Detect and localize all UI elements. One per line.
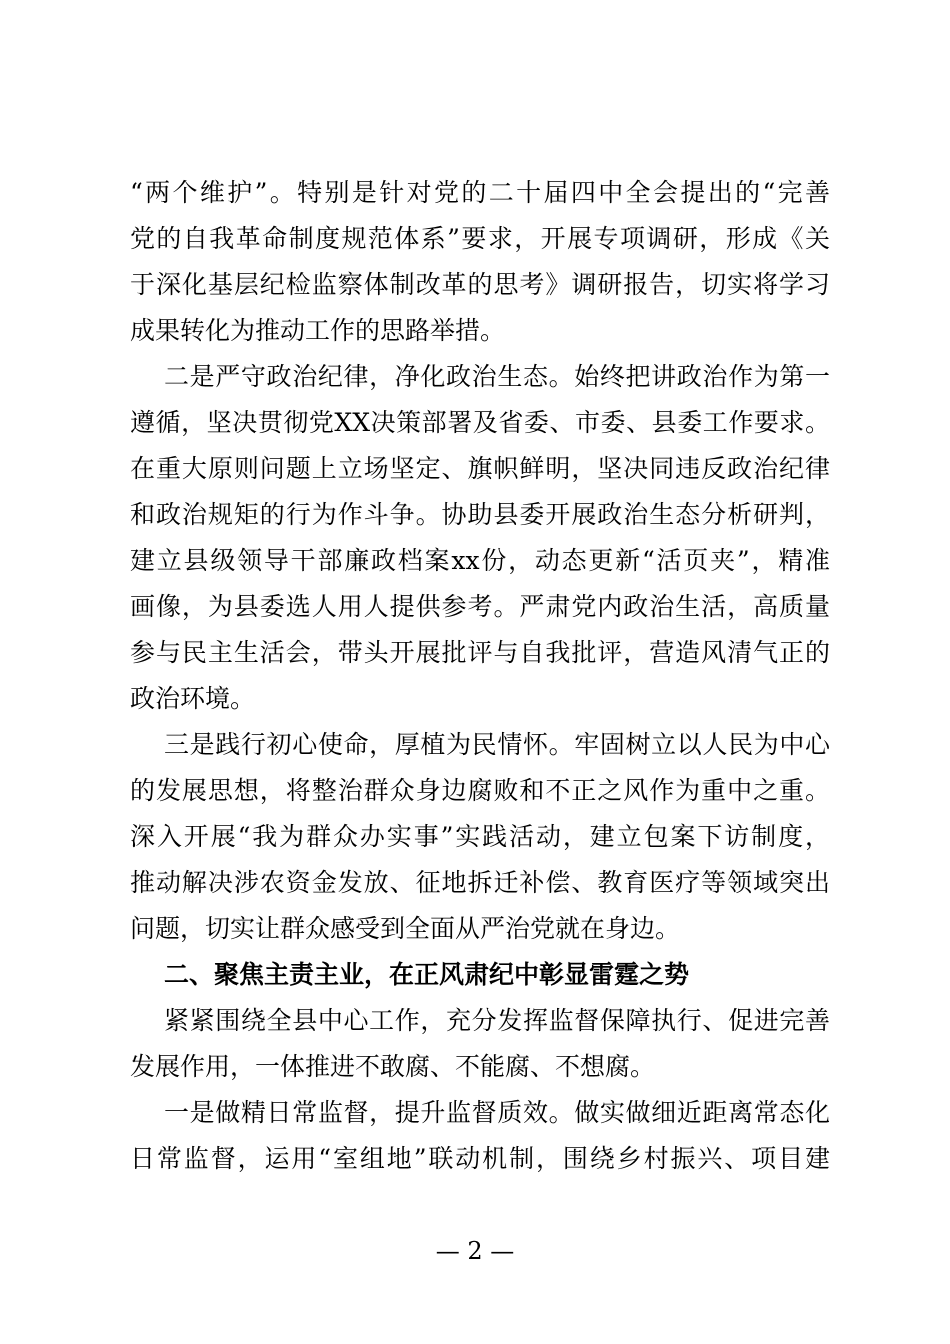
- text-line: 党的自我革命制度规范体系”要求，开展专项调研，形成《关: [130, 224, 830, 253]
- text-line: 在重大原则问题上立场坚定、旗帜鲜明，坚决同违反政治纪律: [130, 454, 830, 483]
- text-line: 深入开展“我为群众办实事”实践活动，建立包案下访制度，: [130, 822, 830, 851]
- paragraph-start-line: 紧紧围绕全县中心工作，充分发挥监督保障执行、促进完善: [164, 1006, 830, 1035]
- text-line: 推动解决涉农资金发放、征地拆迁补偿、教育医疗等领域突出: [130, 868, 830, 897]
- text-line: 政治环境。: [130, 684, 256, 713]
- paragraph-start-line: 一是做精日常监督，提升监督质效。做实做细近距离常态化: [164, 1098, 830, 1127]
- text-line: 问题，切实让群众感受到全面从严治党就在身边。: [130, 914, 681, 943]
- page-number: — 2 —: [435, 1237, 515, 1265]
- text-line: 的发展思想，将整治群众身边腐败和不正之风作为重中之重。: [130, 776, 830, 805]
- text-line: 于深化基层纪检监察体制改革的思考》调研报告，切实将学习: [130, 270, 830, 299]
- text-line: 遵循，坚决贯彻党XX决策部署及省委、市委、县委工作要求。: [130, 408, 830, 437]
- text-line: 发展作用，一体推进不敢腐、不能腐、不想腐。: [130, 1052, 656, 1081]
- text-line: 日常监督，运用“室组地”联动机制，围绕乡村振兴、项目建: [130, 1144, 830, 1173]
- text-line: 参与民主生活会，带头开展批评与自我批评，营造风清气正的: [130, 638, 830, 667]
- paragraph-start-line: 二是严守政治纪律，净化政治生态。始终把讲政治作为第一: [164, 362, 830, 391]
- text-line: 建立县级领导干部廉政档案xx份，动态更新“活页夹”，精准: [130, 546, 830, 575]
- body-text: [130, 170, 830, 1182]
- text-line: “两个维护”。特别是针对党的二十届四中全会提出的“完善: [130, 178, 830, 207]
- text-line: 画像，为县委选人用人提供参考。严肃党内政治生活，高质量: [130, 592, 830, 621]
- paragraph-start-line: 三是践行初心使命，厚植为民情怀。牢固树立以人民为中心: [164, 730, 830, 759]
- text-line: 和政治规矩的行为作斗争。协助县委开展政治生态分析研判，: [130, 500, 830, 529]
- section-heading: 二、聚焦主责主业，在正风肃纪中彰显雷霆之势: [164, 960, 690, 989]
- text-line: 成果转化为推动工作的思路举措。: [130, 316, 506, 345]
